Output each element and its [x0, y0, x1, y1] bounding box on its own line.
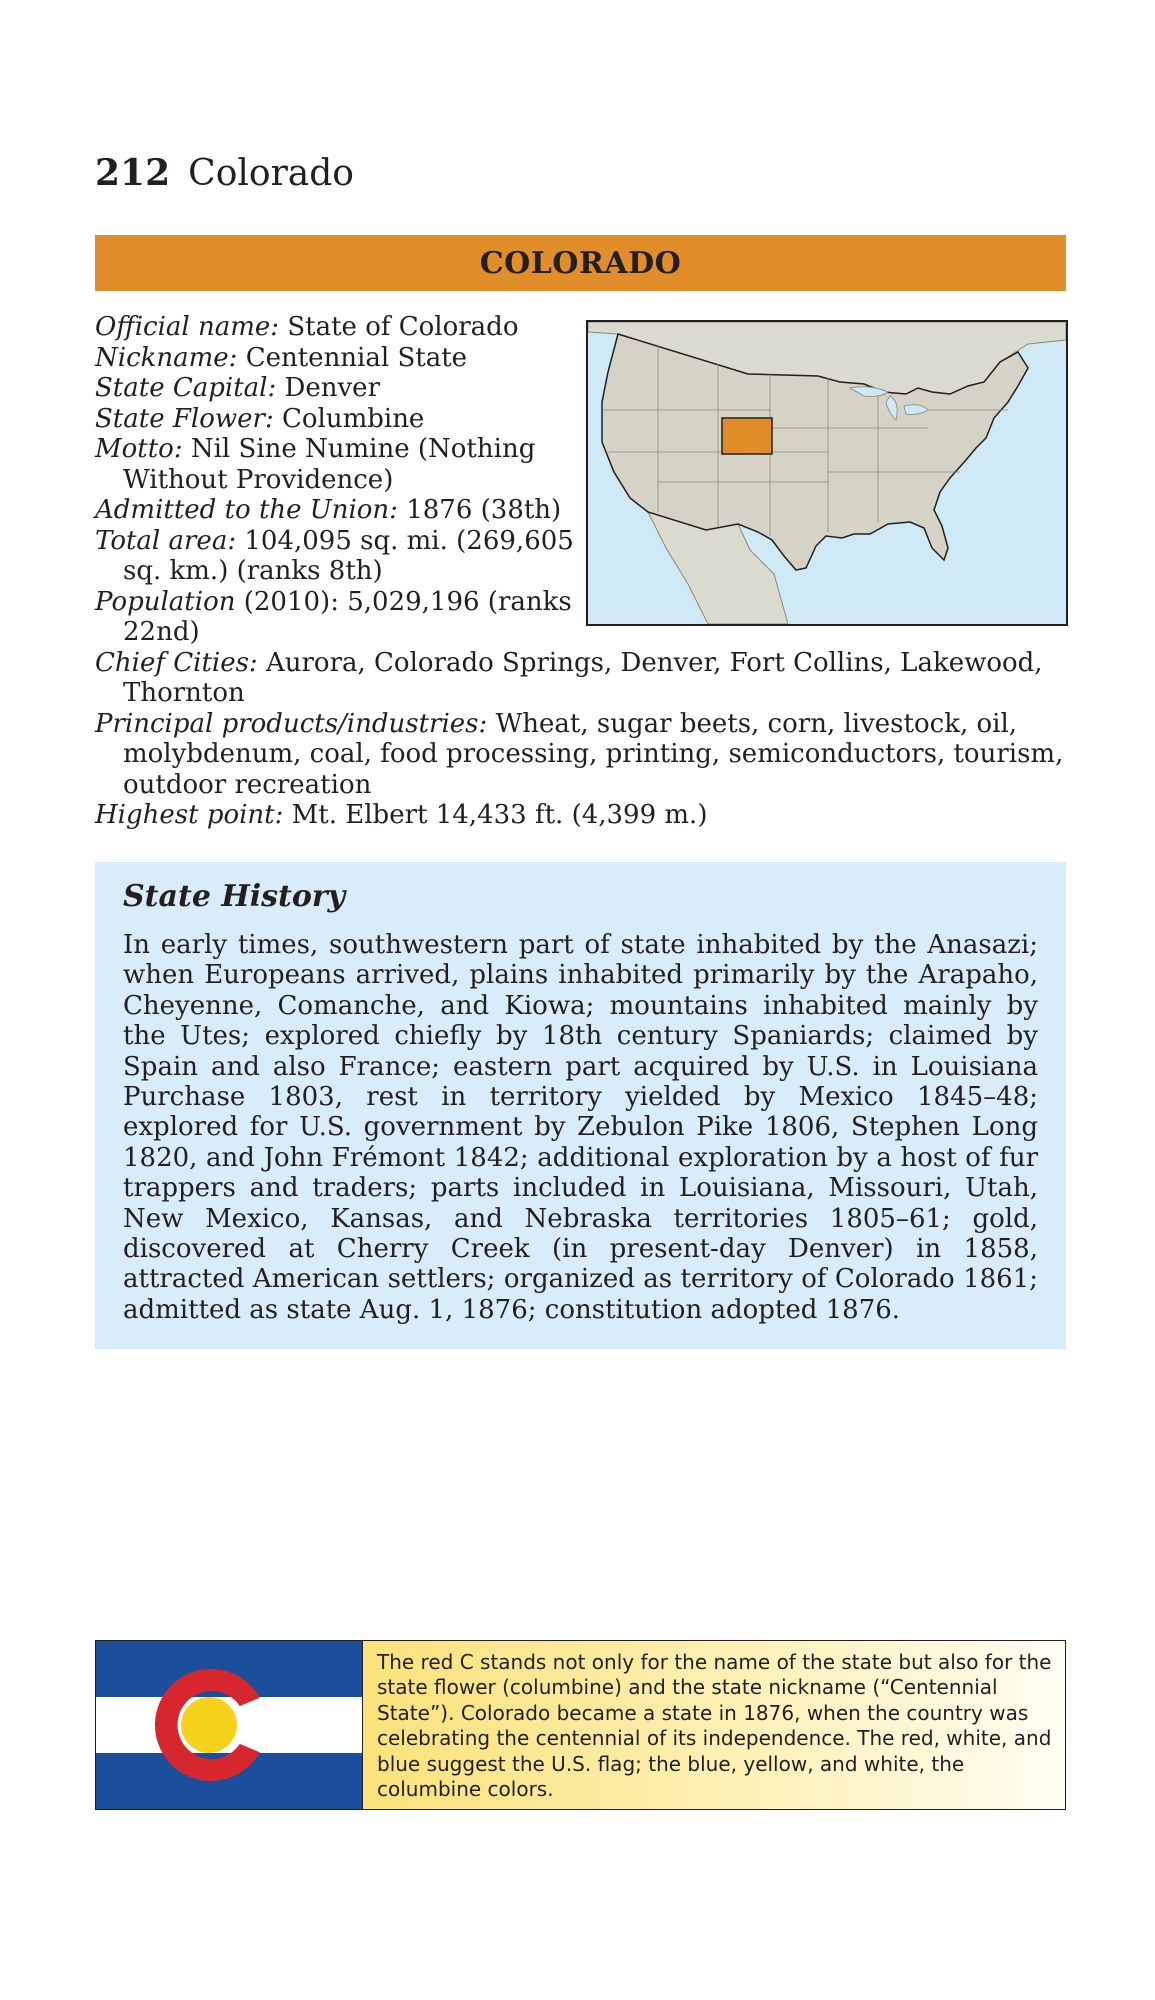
fact-value: 104,095 sq. mi. (269,605 sq. km.) (ranks 8th) — [123, 525, 574, 586]
fact-label: State Flower: — [95, 403, 274, 434]
colorado-flag — [96, 1641, 363, 1809]
page-number: 212 — [95, 152, 171, 194]
flag-graphic — [96, 1641, 362, 1809]
fact-label: State Capital: — [95, 373, 277, 403]
fact-value: Wheat, sugar beets, corn, livestock, oil, molybdenum, coal, food processing, printing, semiconductors, tourism, outdoor recreation — [123, 708, 1064, 800]
fact-products — [95, 709, 1066, 801]
fact-chief-cities — [95, 648, 1066, 709]
fact-motto — [95, 434, 593, 495]
fact-capital — [95, 373, 593, 404]
state-history-box — [95, 862, 1066, 1349]
fact-value: Denver — [284, 373, 380, 403]
fact-label: Admitted to the Union: — [95, 495, 398, 525]
fact-population — [95, 587, 593, 648]
history-text: In early times, southwestern part of state inhabited by the Anasazi; when Europeans arrived, plains inhabited primarily by the Arapaho, Cheyenne, Comanche, and Kiowa; mountains inhabited mainly by the Utes; explored chiefly by 18th century Spaniards; claimed by Spain and also France; eastern part acquired by U.S. in Louisiana Purchase 1803, rest in territory yielded by Mexico 1845–48; explored for U.S. government by Zebulon Pike 1806, Stephen Long 1820, and John Frémont 1842; additional exploration by a host of fur trappers and traders; parts included in Louisiana, Missouri, Utah, New Mexico, Kansas, and Nebraska territories 1805–61; gold, discovered at Cherry Creek (in present-day Denver) in 1858, attracted American settlers; organized as territory of Colorado 1861; admitted as state Aug. 1, 1876; constitution adopted 1876. — [123, 930, 1038, 1325]
fact-value: Mt. Elbert 14,433 ft. (4,399 m.) — [291, 800, 708, 830]
fact-label: Nickname: — [95, 342, 238, 373]
us-locator-map — [586, 320, 1068, 626]
colorado-highlight — [722, 418, 772, 454]
fact-highest-point — [95, 800, 1066, 831]
flag-caption-text: The red C stands not only for the name of the state but also for the state flower (columbine) and the state nickname (“Centennial State”). Colorado became a state in 1876, when the country was celebrating the centennial of its independence. The red, white, and blue suggest the U.S. flag; the blue, yellow, and white, the columbine colors. — [377, 1650, 1052, 1802]
fact-value: (2010): 5,029,196 (ranks 22nd) — [123, 586, 572, 647]
state-title: COLORADO — [479, 245, 682, 281]
fact-value: Aurora, Colorado Springs, Denver, Fort Collins, Lakewood, Thornton — [123, 647, 1043, 708]
fact-label: Highest point: — [95, 800, 284, 830]
flag-caption — [363, 1641, 1065, 1809]
fact-label: Total area: — [95, 525, 237, 556]
fact-label: Motto: — [95, 434, 183, 464]
fact-value: Nil Sine Numine (Nothing Without Providence) — [123, 434, 536, 495]
state-title-banner — [95, 235, 1066, 291]
fact-value: State of Colorado — [287, 312, 519, 342]
fact-nickname — [95, 343, 593, 374]
fact-label: Official name: — [95, 312, 280, 342]
fact-label: Chief Cities: — [95, 647, 258, 678]
fact-flower — [95, 404, 593, 435]
history-heading: State History — [123, 879, 346, 914]
fact-label: Population — [95, 586, 236, 617]
page-header — [95, 150, 354, 197]
running-title: Colorado — [188, 153, 354, 194]
state-flag-block — [95, 1640, 1066, 1810]
fact-value: Columbine — [281, 403, 425, 434]
fact-value: Centennial State — [245, 342, 468, 373]
fact-value: 1876 (38th) — [406, 495, 562, 525]
fact-label: Principal products/industries: — [95, 708, 488, 739]
fact-admitted — [95, 495, 593, 526]
fact-official-name — [95, 312, 593, 343]
fact-total-area — [95, 526, 593, 587]
flag-gold-disc — [181, 1697, 237, 1753]
map-graphic — [588, 322, 1066, 624]
